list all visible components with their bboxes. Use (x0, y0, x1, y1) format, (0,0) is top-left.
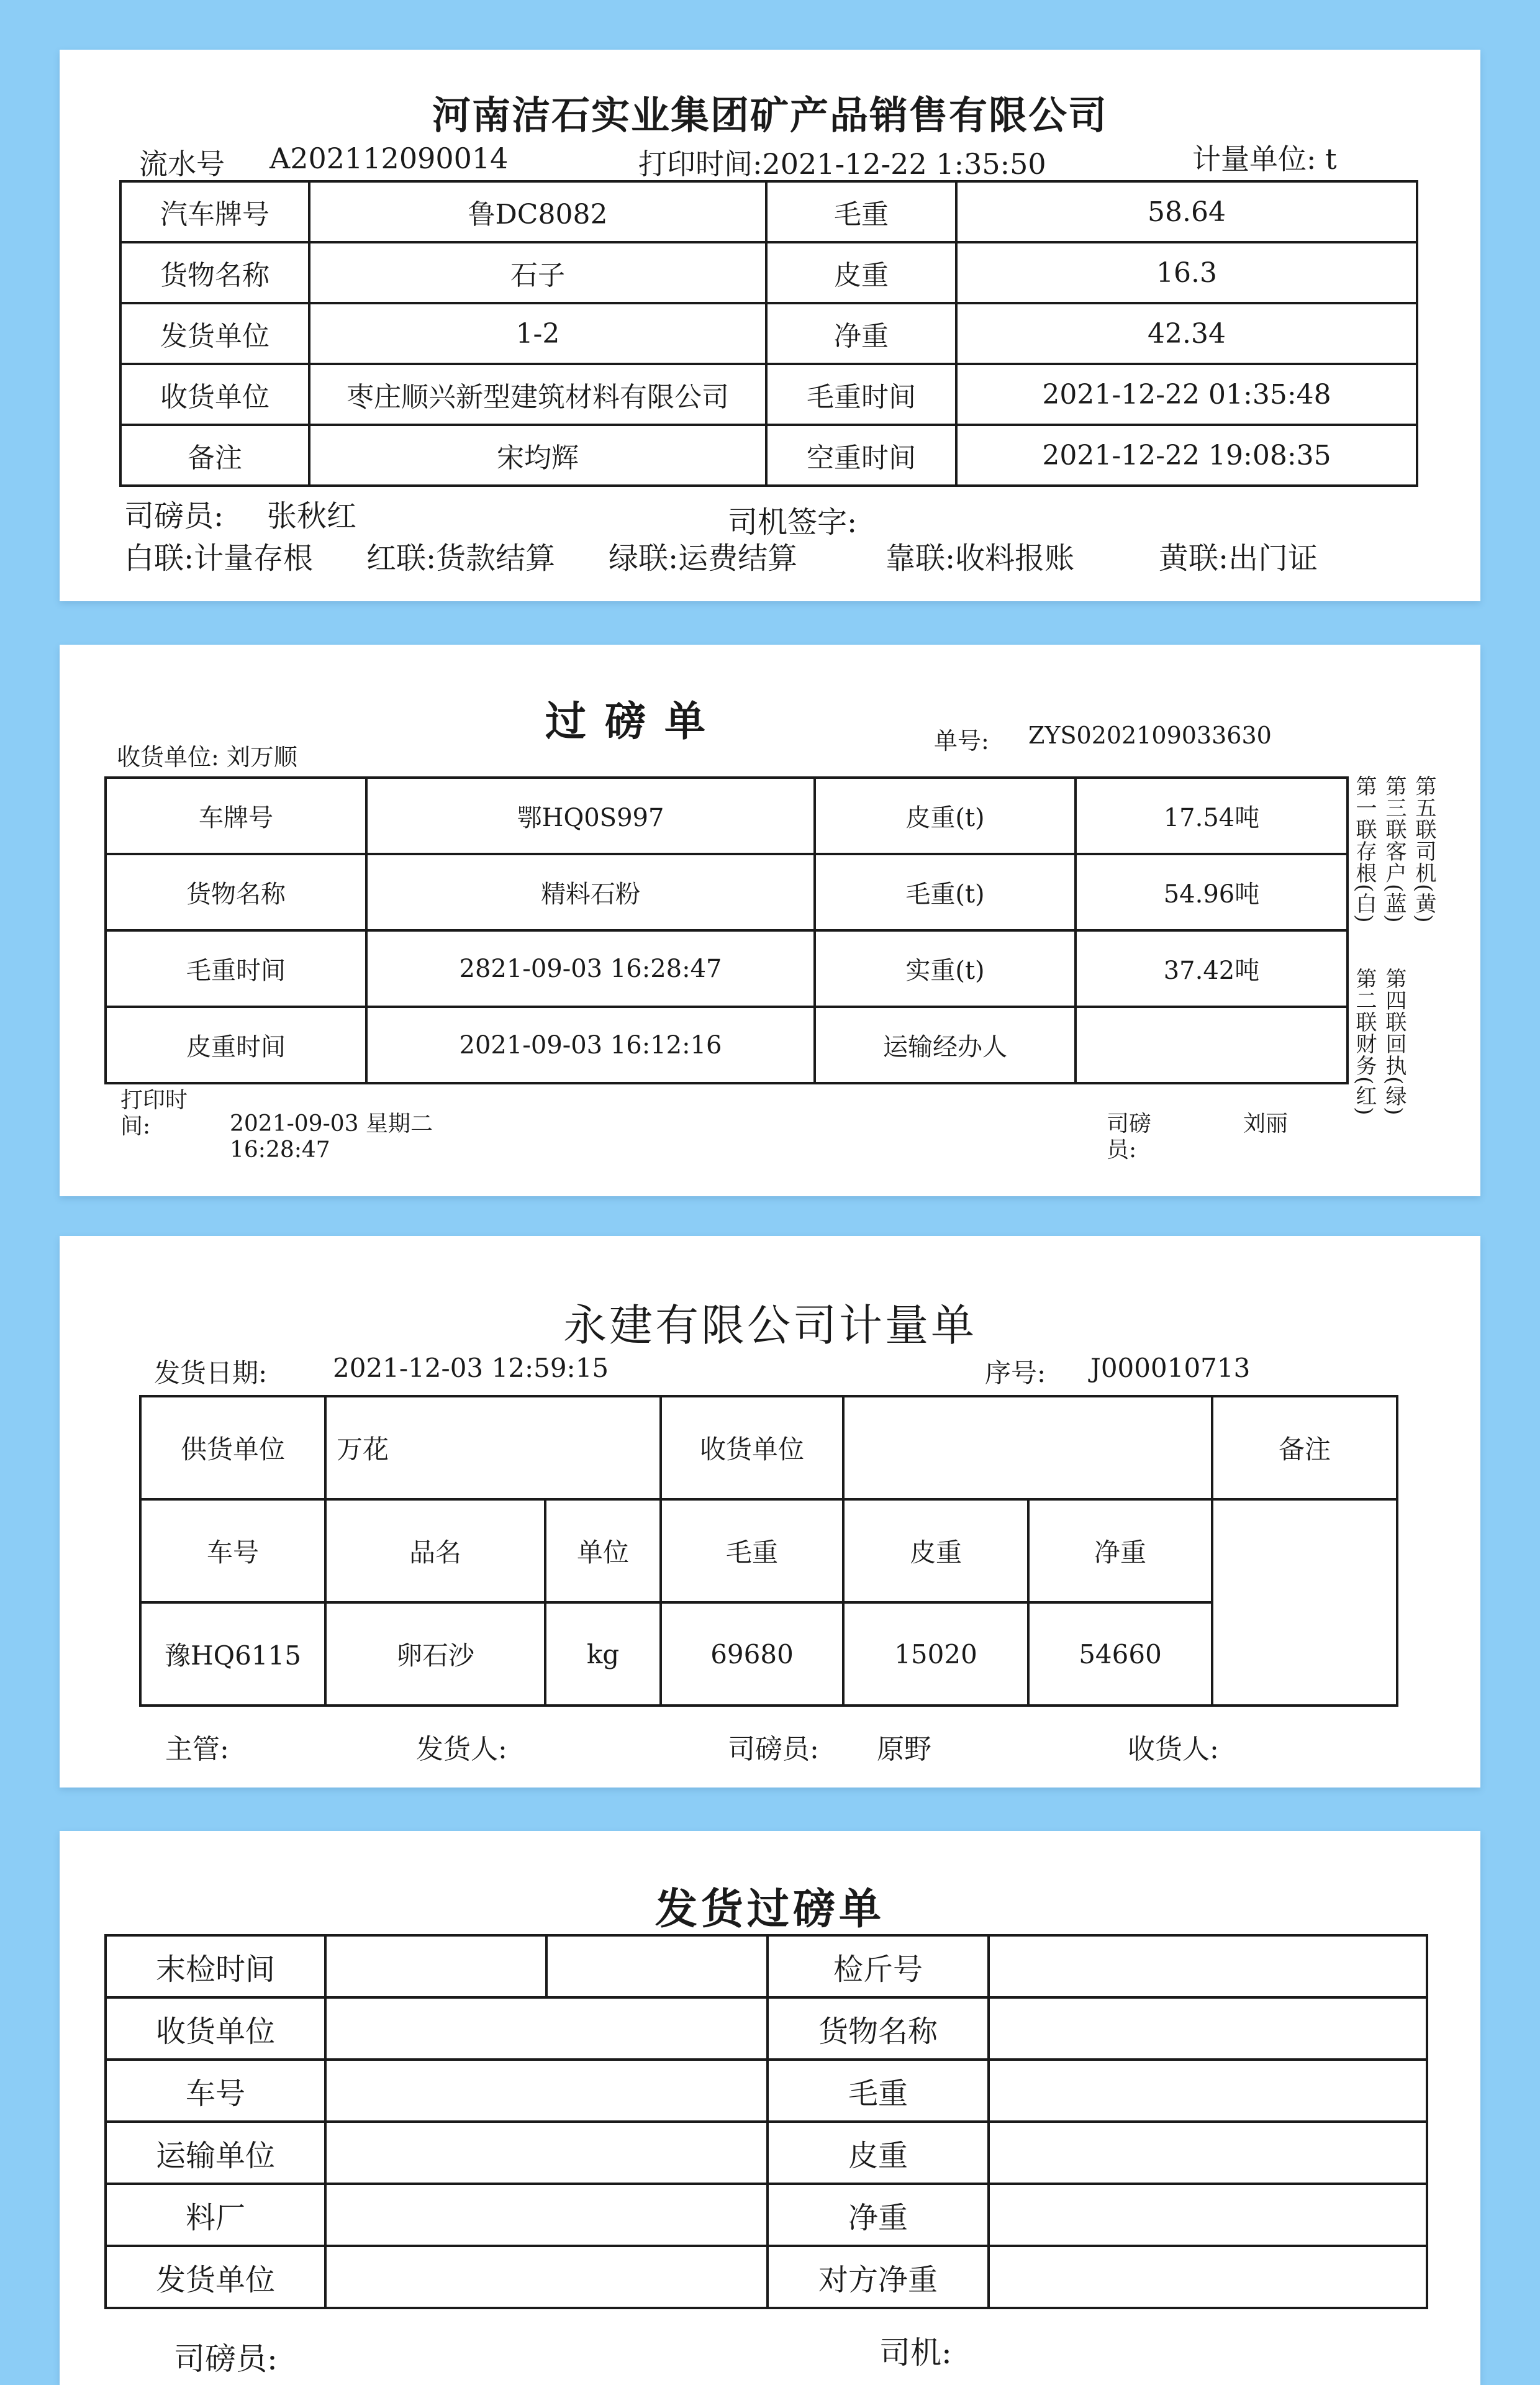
table-row (106, 778, 1348, 854)
slip3-title: 永建有限公司计量单 (563, 1300, 977, 1351)
slip4-label: 车号 (106, 2060, 325, 2122)
slip2-label: 毛重时间 (106, 930, 366, 1007)
slip1-copy: 靠联:收料报账 (886, 541, 1075, 576)
slip2-value (1076, 1007, 1348, 1083)
slip2-print-label: 打印时 (120, 1088, 188, 1113)
slip4-label: 皮重 (768, 2122, 989, 2184)
slip1-label: 备注 (120, 425, 309, 486)
slip1-serial-label: 流水号 (139, 147, 225, 181)
slip1-label: 汽车牌号 (120, 181, 309, 242)
table-row (106, 2060, 1427, 2122)
slip4-value (325, 2122, 768, 2184)
slip1-label: 皮重 (766, 242, 956, 303)
slip3-remark-label: 备注 (1212, 1396, 1397, 1499)
slip3-weigher-label: 司磅员: (728, 1733, 819, 1765)
weigh-slip-1 (60, 50, 1480, 601)
slip2-number-value: ZYS0202109033630 (1028, 722, 1272, 749)
slip2-side-note: 第二联财务(红) (1352, 968, 1377, 1116)
slip3-seq-value: J000010713 (1090, 1353, 1251, 1383)
table-row (106, 1997, 1427, 2060)
slip1-value: 42.34 (956, 303, 1417, 364)
slip4-label: 料厂 (106, 2184, 325, 2246)
slip4-value (989, 2246, 1427, 2308)
slip3-consignee: 收货人: (1128, 1733, 1219, 1765)
slip1-weigher-label: 司磅员: (124, 499, 224, 534)
slip2-value: 2821-09-03 16:28:47 (366, 930, 815, 1007)
slip3-header: 毛重 (661, 1499, 843, 1602)
weigh-slip-3 (60, 1236, 1480, 1788)
slip1-label: 毛重时间 (766, 364, 956, 425)
slip2-weigher-label: 员: (1107, 1137, 1137, 1163)
slip2-print-date: 2021-09-03 星期二 (230, 1111, 433, 1137)
slip1-label: 毛重 (766, 181, 956, 242)
slip4-value (989, 1997, 1427, 2060)
slip1-copy: 绿联:运费结算 (609, 541, 798, 576)
slip1-print-time: 打印时间:2021-12-22 1:35:50 (638, 147, 1046, 181)
slip1-title: 河南洁石实业集团矿产品销售有限公司 (432, 93, 1108, 138)
slip1-value: 58.64 (956, 181, 1417, 242)
slip4-value (325, 1935, 546, 1997)
slip2-value: 精料石粉 (366, 854, 815, 930)
slip4-label: 检斤号 (768, 1935, 989, 1997)
slip2-value: 鄂HQ0S997 (366, 778, 815, 854)
slip2-side-note: 第一联存根(白) (1352, 775, 1377, 924)
slip3-supervisor: 主管: (165, 1733, 229, 1765)
slip2-print-label: 间: (120, 1114, 151, 1139)
slip4-driver: 司机: (879, 2335, 952, 2371)
slip2-value: 54.96吨 (1076, 854, 1348, 930)
slip3-value: kg (545, 1602, 661, 1706)
table-row (120, 181, 1417, 242)
slip1-label: 收货单位 (120, 364, 309, 425)
slip3-receiver-label: 收货单位 (661, 1396, 843, 1499)
slip2-label: 实重(t) (815, 930, 1076, 1007)
slip1-label: 发货单位 (120, 303, 309, 364)
slip2-side-note: 第五联司机(黄) (1411, 775, 1436, 924)
table-row (120, 364, 1417, 425)
slip1-unit: 计量单位: t (1192, 142, 1337, 176)
slip3-weigher-name: 原野 (877, 1733, 931, 1765)
table-row (106, 1007, 1348, 1083)
slip1-value: 宋均辉 (309, 425, 766, 486)
slip4-value (989, 2184, 1427, 2246)
table-row (106, 2184, 1427, 2246)
slip2-number-label: 单号: (934, 727, 989, 755)
slip4-label: 对方净重 (768, 2246, 989, 2308)
table-row (106, 1935, 1427, 1997)
slip2-label: 毛重(t) (815, 854, 1076, 930)
slip2-value: 37.42吨 (1076, 930, 1348, 1007)
slip1-copy: 红联:货款结算 (366, 541, 556, 576)
slip1-weigher-name: 张秋红 (267, 499, 357, 534)
slip1-driver-sign: 司机签字: (728, 505, 858, 540)
table-row (106, 2246, 1427, 2308)
slip2-side-note: 第四联回执(绿) (1382, 968, 1406, 1116)
slip3-value: 豫HQ6115 (140, 1602, 325, 1706)
slip3-header: 皮重 (843, 1499, 1028, 1602)
slip1-value: 枣庄顺兴新型建筑材料有限公司 (309, 364, 766, 425)
slip1-label: 净重 (766, 303, 956, 364)
slip3-receiver-value (843, 1396, 1212, 1499)
slip2-receiver: 收货单位: 刘万顺 (117, 743, 297, 771)
slip4-title: 发货过磅单 (654, 1884, 885, 1934)
slip2-label: 车牌号 (106, 778, 366, 854)
slip4-label: 发货单位 (106, 2246, 325, 2308)
slip2-weigher-name: 刘丽 (1243, 1111, 1289, 1137)
slip4-table (104, 1934, 1428, 2309)
slip3-header: 单位 (545, 1499, 661, 1602)
slip2-weigher-label: 司磅 (1107, 1111, 1152, 1137)
slip3-header: 净重 (1028, 1499, 1212, 1602)
slip3-header: 品名 (325, 1499, 545, 1602)
slip2-value: 17.54吨 (1076, 778, 1348, 854)
slip4-label: 货物名称 (768, 1997, 989, 2060)
slip1-serial-value: A202112090014 (270, 142, 509, 175)
table-row (140, 1396, 1397, 1499)
slip3-date-value: 2021-12-03 12:59:15 (333, 1353, 609, 1383)
slip4-label: 末检时间 (106, 1935, 325, 1997)
slip2-print-time: 16:28:47 (230, 1137, 330, 1163)
slip2-side-note: 第三联客户(蓝) (1382, 775, 1406, 924)
slip1-copy: 黄联:出门证 (1159, 541, 1318, 576)
slip1-value: 16.3 (956, 242, 1417, 303)
table-row (106, 2122, 1427, 2184)
slip3-value: 卵石沙 (325, 1602, 545, 1706)
slip1-label: 空重时间 (766, 425, 956, 486)
slip4-label: 收货单位 (106, 1997, 325, 2060)
slip4-value (325, 2060, 768, 2122)
slip4-value (325, 2246, 768, 2308)
slip3-supplier-label: 供货单位 (140, 1396, 325, 1499)
slip4-value (325, 1997, 768, 2060)
slip1-value: 石子 (309, 242, 766, 303)
slip2-value: 2021-09-03 16:12:16 (366, 1007, 815, 1083)
slip2-title: 过磅单 (545, 697, 724, 745)
slip3-remark-value (1212, 1499, 1397, 1706)
slip3-shipper: 发货人: (416, 1733, 507, 1765)
table-row (120, 242, 1417, 303)
slip4-value (325, 2184, 768, 2246)
table-row (120, 303, 1417, 364)
slip2-label: 皮重(t) (815, 778, 1076, 854)
slip1-value: 鲁DC8082 (309, 181, 766, 242)
slip4-value (989, 2122, 1427, 2184)
slip1-table (119, 180, 1418, 487)
slip3-value: 54660 (1028, 1602, 1212, 1706)
slip4-value (989, 1935, 1427, 1997)
slip2-label: 运输经办人 (815, 1007, 1076, 1083)
slip2-table (104, 776, 1349, 1084)
slip1-value: 2021-12-22 01:35:48 (956, 364, 1417, 425)
slip3-value: 69680 (661, 1602, 843, 1706)
slip4-weigher: 司磅员: (174, 2341, 278, 2377)
table-row (140, 1499, 1397, 1602)
slip3-table (139, 1395, 1398, 1707)
slip3-date-label: 发货日期: (154, 1358, 268, 1388)
table-row (106, 854, 1348, 930)
slip3-header: 车号 (140, 1499, 325, 1602)
slip2-label: 货物名称 (106, 854, 366, 930)
weigh-slip-4 (60, 1831, 1480, 2385)
table-row (140, 1602, 1397, 1706)
slip1-value: 2021-12-22 19:08:35 (956, 425, 1417, 486)
slip1-copy: 白联:计量存根 (124, 541, 314, 576)
weigh-slip-2 (60, 645, 1480, 1196)
slip4-label: 毛重 (768, 2060, 989, 2122)
slip1-value: 1-2 (309, 303, 766, 364)
table-row (106, 930, 1348, 1007)
slip3-value: 15020 (843, 1602, 1028, 1706)
table-row (120, 425, 1417, 486)
slip3-seq-label: 序号: (985, 1358, 1046, 1388)
slip4-label: 净重 (768, 2184, 989, 2246)
slip2-label: 皮重时间 (106, 1007, 366, 1083)
slip1-label: 货物名称 (120, 242, 309, 303)
slip4-value (546, 1935, 768, 1997)
slip4-value (989, 2060, 1427, 2122)
slip4-label: 运输单位 (106, 2122, 325, 2184)
slip3-supplier-value: 万花 (325, 1396, 661, 1499)
